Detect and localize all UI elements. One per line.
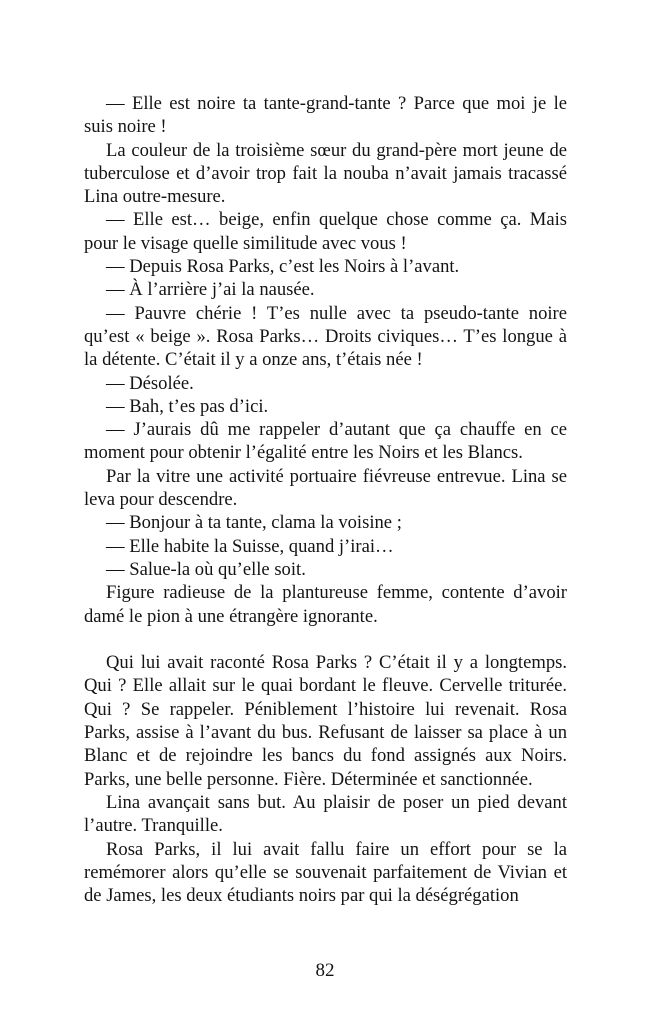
paragraph-16: Lina avançait sans but. Au plaisir de poser un pied devant l’autre. Tranquille. [84,791,567,837]
paragraph-10: Par la vitre une activité portuaire fiévreuse entrevue. Lina se leva pour descendre. [84,465,567,511]
paragraph-2: La couleur de la troisième sœur du grand-père mort jeune de tuberculose et d’avoir trop fait la nouba n’avait jamais tracassé Lina outre-mesure. [84,139,567,208]
paragraph-4: — Depuis Rosa Parks, c’est les Noirs à l’avant. [106,256,460,278]
page-number: 82 [315,960,335,981]
paragraph-11: — Bonjour à ta tante, clama la voisine ; [106,512,402,534]
paragraph-1: — Elle est noire ta tante-grand-tante ? Parce que moi je le suis noire ! [84,93,567,138]
paragraph-7: — Désolée. [106,372,194,394]
page-body [84,92,567,907]
paragraph-15: Qui lui avait raconté Rosa Parks ? C’était il y a longtemps. Qui ? Elle allait sur le quai bordant le fleuve. Cervelle triturée. Qui ? Se rappeler. Péniblement l’histoire lui revenait. Rosa Parks, assise à l’avant du bus. Refusant de laisser sa place à un Blanc et de rejoindre les bancs du fond assignés aux Noirs. Parks, une belle personne. Fière. Déterminée et sanctionnée. [84,652,567,790]
paragraph-6: — Pauvre chérie ! T’es nulle avec ta pseudo-tante noire qu’est « beige ». Rosa Parks… Droits civiques… T’es longue à la détente. C’était il y a onze ans, t’étais née ! [84,302,567,371]
paragraph-9: — J’aurais dû me rappeler d’autant que ça chauffe en ce moment pour obtenir l’égalité entre les Noirs et les Blancs. [84,419,567,464]
paragraph-3: — Elle est… beige, enfin quelque chose comme ça. Mais pour le visage quelle similitude avec vous ! [84,209,567,254]
paragraph-8: — Bah, t’es pas d’ici. [106,395,269,417]
section-break [84,628,567,651]
paragraph-5: — À l’arrière j’ai la nausée. [106,279,315,301]
paragraph-14: Figure radieuse de la plantureuse femme, contente d’avoir damé le pion à une étrangère ignorante. [84,582,567,627]
paragraph-17: Rosa Parks, il lui avait fallu faire un effort pour se la remémorer alors qu’elle se souvenait parfaitement de Vivian et de James, les deux étudiants noirs par qui la déségrégation [84,838,567,907]
paragraph-12: — Elle habite la Suisse, quand j’irai… [106,535,394,557]
paragraph-13: — Salue-la où qu’elle soit. [106,558,306,580]
